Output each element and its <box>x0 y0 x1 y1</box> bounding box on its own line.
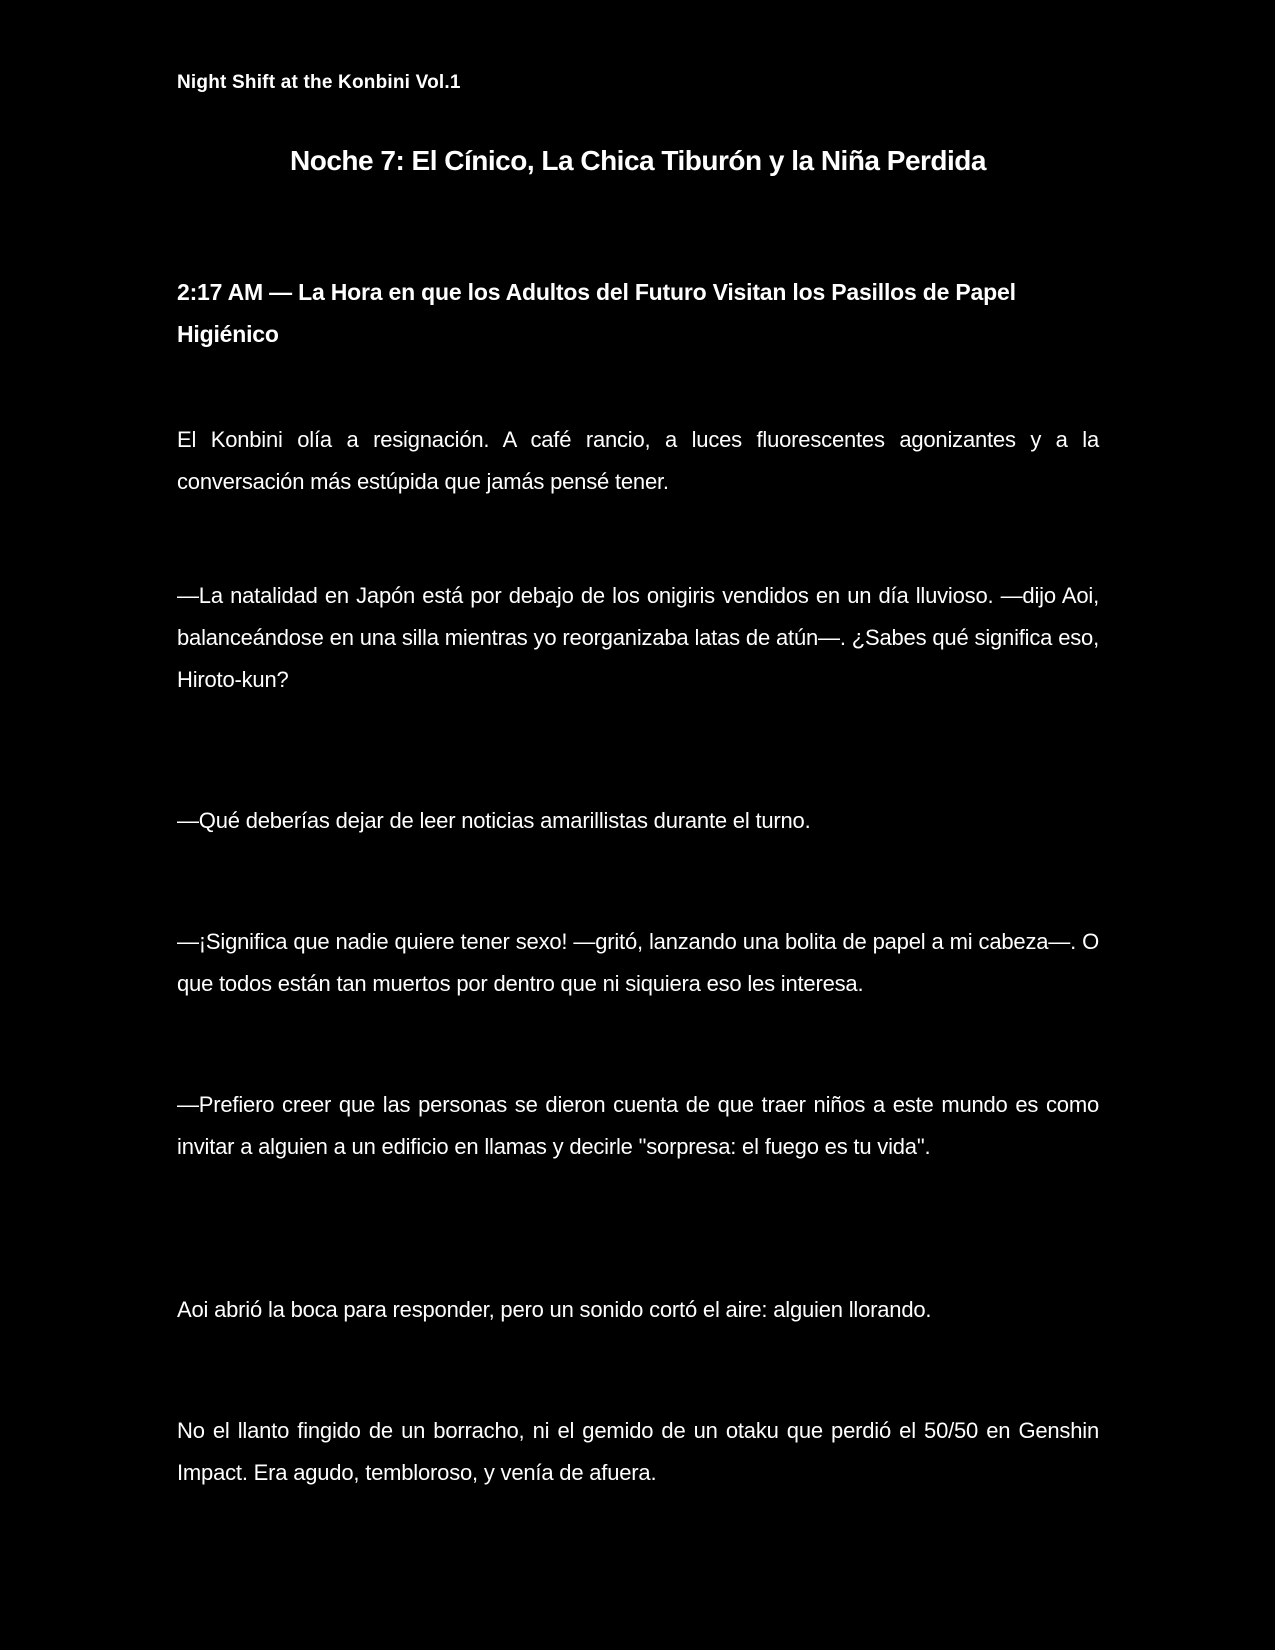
paragraph-6: Aoi abrió la boca para responder, pero un sonido cortó el aire: alguien llorando. <box>177 1297 932 1322</box>
document-page <box>177 0 1099 1650</box>
paragraph-3: —Qué deberías dejar de leer noticias amarillistas durante el turno. <box>177 808 811 833</box>
section-heading: 2:17 AM — La Hora en que los Adultos del Futuro Visitan los Pasillos de Papel Higiénico <box>177 279 1016 347</box>
paragraph-4: —¡Significa que nadie quiere tener sexo! —gritó, lanzando una bolita de papel a mi cabeza—. O que todos están tan muertos por dentro que ni siquiera eso les interesa. <box>177 929 1099 996</box>
running-header: Night Shift at the Konbini Vol.1 <box>177 72 461 93</box>
paragraph-1: El Konbini olía a resignación. A café rancio, a luces fluorescentes agonizantes y a la conversación más estúpida que jamás pensé tener. <box>177 427 1099 494</box>
paragraph-5: —Prefiero creer que las personas se dieron cuenta de que traer niños a este mundo es como invitar a alguien a un edificio en llamas y decirle "sorpresa: el fuego es tu vida". <box>177 1092 1099 1159</box>
paragraph-7: No el llanto fingido de un borracho, ni el gemido de un otaku que perdió el 50/50 en Genshin Impact. Era agudo, tembloroso, y venía de afuera. <box>177 1418 1099 1485</box>
paragraph-2: —La natalidad en Japón está por debajo de los onigiris vendidos en un día lluvioso. —dijo Aoi, balanceándose en una silla mientras yo reorganizaba latas de atún—. ¿Sabes qué significa eso, Hiroto-kun? <box>177 583 1099 692</box>
chapter-title: Noche 7: El Cínico, La Chica Tiburón y la Niña Perdida <box>290 145 986 176</box>
